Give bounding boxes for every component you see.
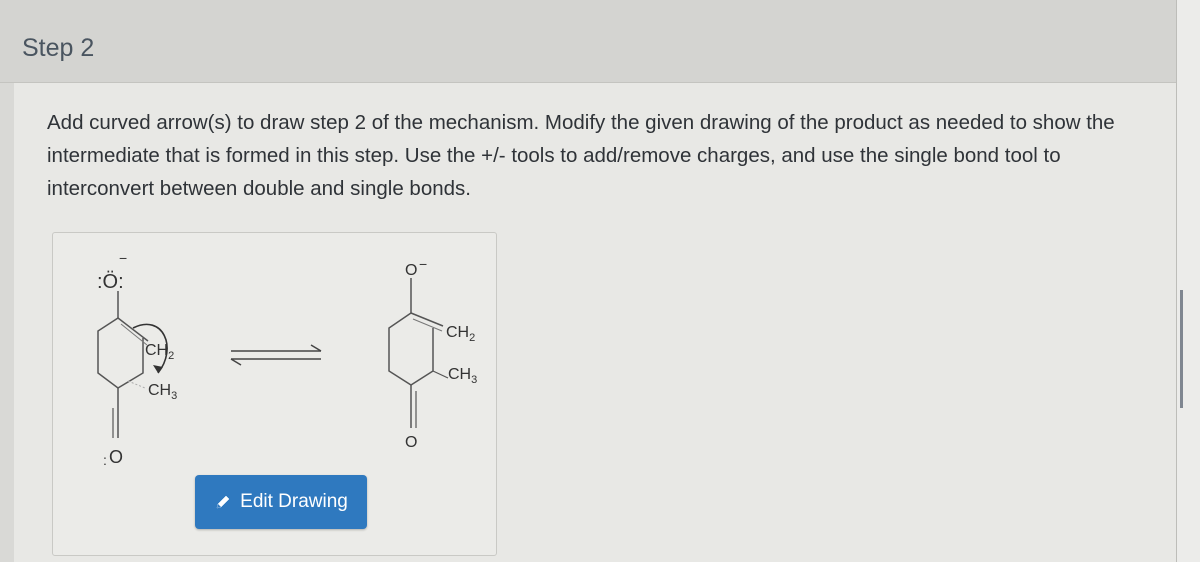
edit-drawing-label: Edit Drawing xyxy=(240,491,348,512)
pencil-icon xyxy=(214,493,232,511)
step-header xyxy=(0,0,1176,83)
edit-drawing-button[interactable] xyxy=(195,475,367,529)
right-top-oxygen: O xyxy=(405,262,418,279)
right-ch3-label: $CH_3$ xyxy=(448,366,478,386)
right-ch2-bond xyxy=(411,313,443,326)
left-ch3-label: $CH_3$ xyxy=(148,382,178,402)
left-top-oxygen-charge: − xyxy=(119,250,128,266)
scroll-area-edge xyxy=(1176,0,1200,562)
equilibrium-arrow xyxy=(231,345,321,365)
left-top-oxygen: :Ö: xyxy=(97,271,124,293)
right-molecule xyxy=(389,256,477,451)
right-bottom-oxygen: O xyxy=(405,434,418,451)
right-ch2-double-bond xyxy=(413,319,442,331)
left-ch2-bond xyxy=(118,318,148,341)
instructions-text: Add curved arrow(s) to draw step 2 of the mechanism. Modify the given drawing of the product as needed to show the intermediate that is formed in this step. Use the +/- tools to add/remove charges, and use the single bond tool to interconvert between double and single bonds. xyxy=(47,111,1115,200)
right-ring-bonds xyxy=(389,313,433,385)
left-molecule xyxy=(97,250,177,468)
step-title: Step 2 xyxy=(22,34,95,62)
left-bottom-oxygen: O xyxy=(109,447,124,467)
scrollbar-thumb[interactable] xyxy=(1180,290,1183,408)
right-ch2-label: $CH_2$ xyxy=(446,324,476,344)
left-ring-bonds xyxy=(98,318,143,388)
left-ch3-bond xyxy=(128,381,145,388)
right-ch3-bond xyxy=(433,371,448,378)
left-bottom-oxygen-lone-pair: : xyxy=(103,452,107,468)
left-ch2-label: $CH_2$ xyxy=(145,342,175,362)
right-top-oxygen-charge: − xyxy=(419,256,428,272)
